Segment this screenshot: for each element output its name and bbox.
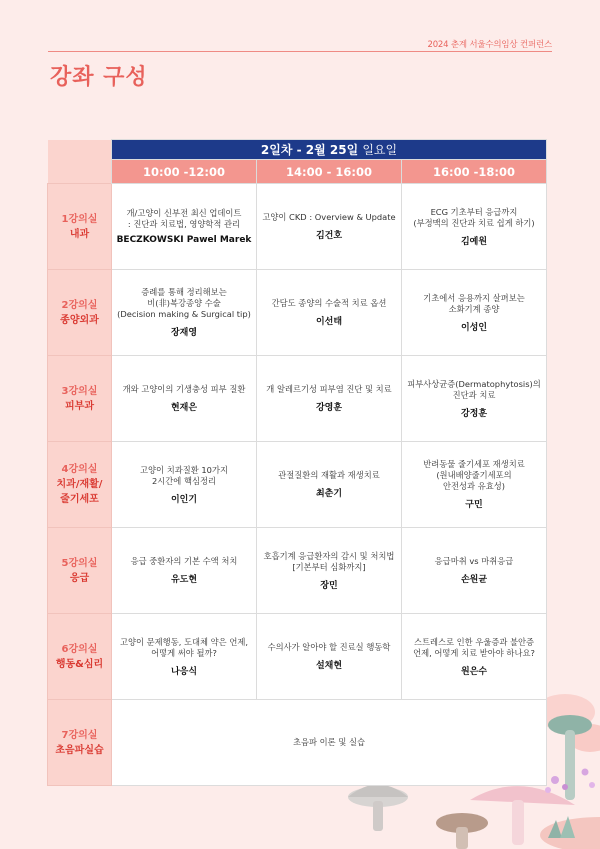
session-cell: [257, 528, 402, 614]
session-topic: 반려동물 줄기세포 재생치료 (원내배양줄기세포의 안전성과 유효성): [423, 459, 525, 491]
room-row: [48, 184, 547, 270]
session-topic: 응급마취 vs 마취응급: [434, 556, 514, 566]
room-cell: [48, 184, 112, 270]
room-cell: [48, 270, 112, 356]
header-divider: [48, 51, 552, 52]
session-topic: 스트레스로 인한 우울증과 불안증 언제, 어떻게 치료 받아야 하나요?: [413, 636, 535, 658]
session-speaker: 김건호: [315, 231, 343, 241]
schedule-table: [47, 139, 547, 786]
room-name: 7강의실: [61, 729, 98, 741]
session-cell: [257, 442, 402, 528]
room-department: 초음파실습: [55, 744, 104, 756]
session-topic: 수의사가 알아야 할 진료실 행동학: [267, 642, 391, 652]
room-name: 1강의실: [61, 213, 98, 225]
session-topic: 기초에서 응용까지 살펴보는 소화기계 종양: [423, 292, 525, 314]
session-topic: 간담도 종양의 수술적 치료 옵션: [271, 298, 387, 308]
session-cell: [112, 442, 257, 528]
room-cell: [48, 442, 112, 528]
session-speaker: 설채현: [315, 661, 343, 671]
room-row: [48, 614, 547, 700]
session-speaker: 손원균: [460, 575, 488, 585]
room-department: 종양외과: [60, 314, 99, 326]
session-speaker: 강정훈: [460, 408, 488, 419]
session-speaker: 원은수: [460, 666, 488, 677]
room-department: 응급: [69, 572, 90, 584]
day-label: 2일차 - 2월 25일: [260, 143, 359, 157]
session-cell: [112, 614, 257, 700]
room-name: 6강의실: [61, 643, 98, 655]
time-slot-2: 14:00 - 16:00: [257, 160, 402, 184]
session-cell: [112, 528, 257, 614]
session-cell: [402, 614, 547, 700]
table-corner: [48, 140, 112, 184]
room-row: [48, 442, 547, 528]
room-name: 2강의실: [61, 299, 98, 311]
room-department: 행동&심리: [55, 658, 104, 670]
session-speaker: 이성인: [460, 322, 488, 333]
session-topic: 개/고양이 신부전 최신 업데이트 : 진단과 치료법, 영양학적 관리: [126, 208, 242, 229]
session-speaker: 이선태: [315, 317, 343, 327]
day-header: [112, 140, 547, 160]
session-speaker: 나응식: [170, 666, 198, 677]
session-cell: [112, 356, 257, 442]
session-speaker: 구민: [465, 500, 483, 510]
time-slot-1: 10:00 -12:00: [112, 160, 257, 184]
session-cell: [402, 528, 547, 614]
session-speaker: 유도현: [170, 575, 198, 585]
session-topic: 개 알레르기성 피부염 진단 및 치료: [266, 384, 392, 394]
session-cell: [257, 184, 402, 270]
room-name: 4강의실: [61, 464, 98, 475]
time-slot-3: 16:00 -18:00: [402, 160, 547, 184]
session-topic: 피부사상균증(Dermatophytosis)의 진단과 치료: [407, 378, 541, 400]
session-cell: [402, 356, 547, 442]
room-row: [48, 528, 547, 614]
session-speaker: 김예원: [460, 236, 488, 247]
merged-session-cell: [112, 700, 547, 786]
session-cell: [402, 270, 547, 356]
room-row: [48, 270, 547, 356]
session-topic: 호흡기계 응급환자의 감시 및 처치법 [기본부터 심화까지]: [263, 550, 395, 572]
room-name: 5강의실: [61, 557, 98, 569]
session-cell: [112, 270, 257, 356]
session-topic: 고양이 문제행동, 도대체 약은 언제, 어떻게 써야 될까?: [119, 636, 249, 658]
page-title: 강좌 구성: [50, 65, 148, 90]
room-cell: [48, 614, 112, 700]
room-department: 피부과: [65, 400, 94, 412]
room-row: [48, 356, 547, 442]
session-topic: 관절질환의 재활과 재생치료: [278, 470, 380, 480]
day-weekday: 일요일: [362, 143, 398, 157]
session-speaker: 장민: [320, 580, 338, 591]
session-topic: 고양이 CKD : Overview & Update: [262, 212, 396, 222]
session-speaker: 이인기: [170, 494, 198, 505]
session-topic: 고양이 치과질환 10가지 2시간에 핵심정리: [140, 464, 228, 486]
session-topic: ECG 기초부터 응급까지 (부정맥의 진단과 치료 쉽게 하기): [413, 206, 535, 228]
session-topic: 초음파 이론 및 실습: [292, 737, 366, 747]
room-cell: [48, 528, 112, 614]
room-name: 3강의실: [61, 385, 98, 397]
session-cell: [402, 184, 547, 270]
session-cell: [112, 184, 257, 270]
session-speaker: BECZKOWSKI Pawel Marek: [116, 235, 252, 245]
session-topic: 응급 중환자의 기본 수액 처치: [130, 556, 238, 566]
session-speaker: 강영훈: [315, 403, 343, 413]
session-cell: [257, 356, 402, 442]
session-speaker: 최춘기: [315, 489, 343, 499]
session-cell: [257, 614, 402, 700]
conference-name: 2024 춘계 서울수의임상 컨퍼런스: [427, 40, 552, 50]
room-department: 내과: [69, 228, 90, 240]
session-speaker: 장재영: [170, 328, 198, 338]
room-row: [48, 700, 547, 786]
room-cell: [48, 700, 112, 786]
room-department: 치과/재활/ 줄기세포: [56, 479, 103, 505]
session-cell: [257, 270, 402, 356]
room-cell: [48, 356, 112, 442]
session-speaker: 현재은: [170, 403, 198, 413]
session-topic: 개와 고양이의 기생충성 피부 질환: [122, 384, 246, 394]
session-cell: [402, 442, 547, 528]
session-topic: 증례를 통해 정리해보는 비(非)복강종양 수술 (Decision making & Surgical tip): [117, 287, 251, 319]
